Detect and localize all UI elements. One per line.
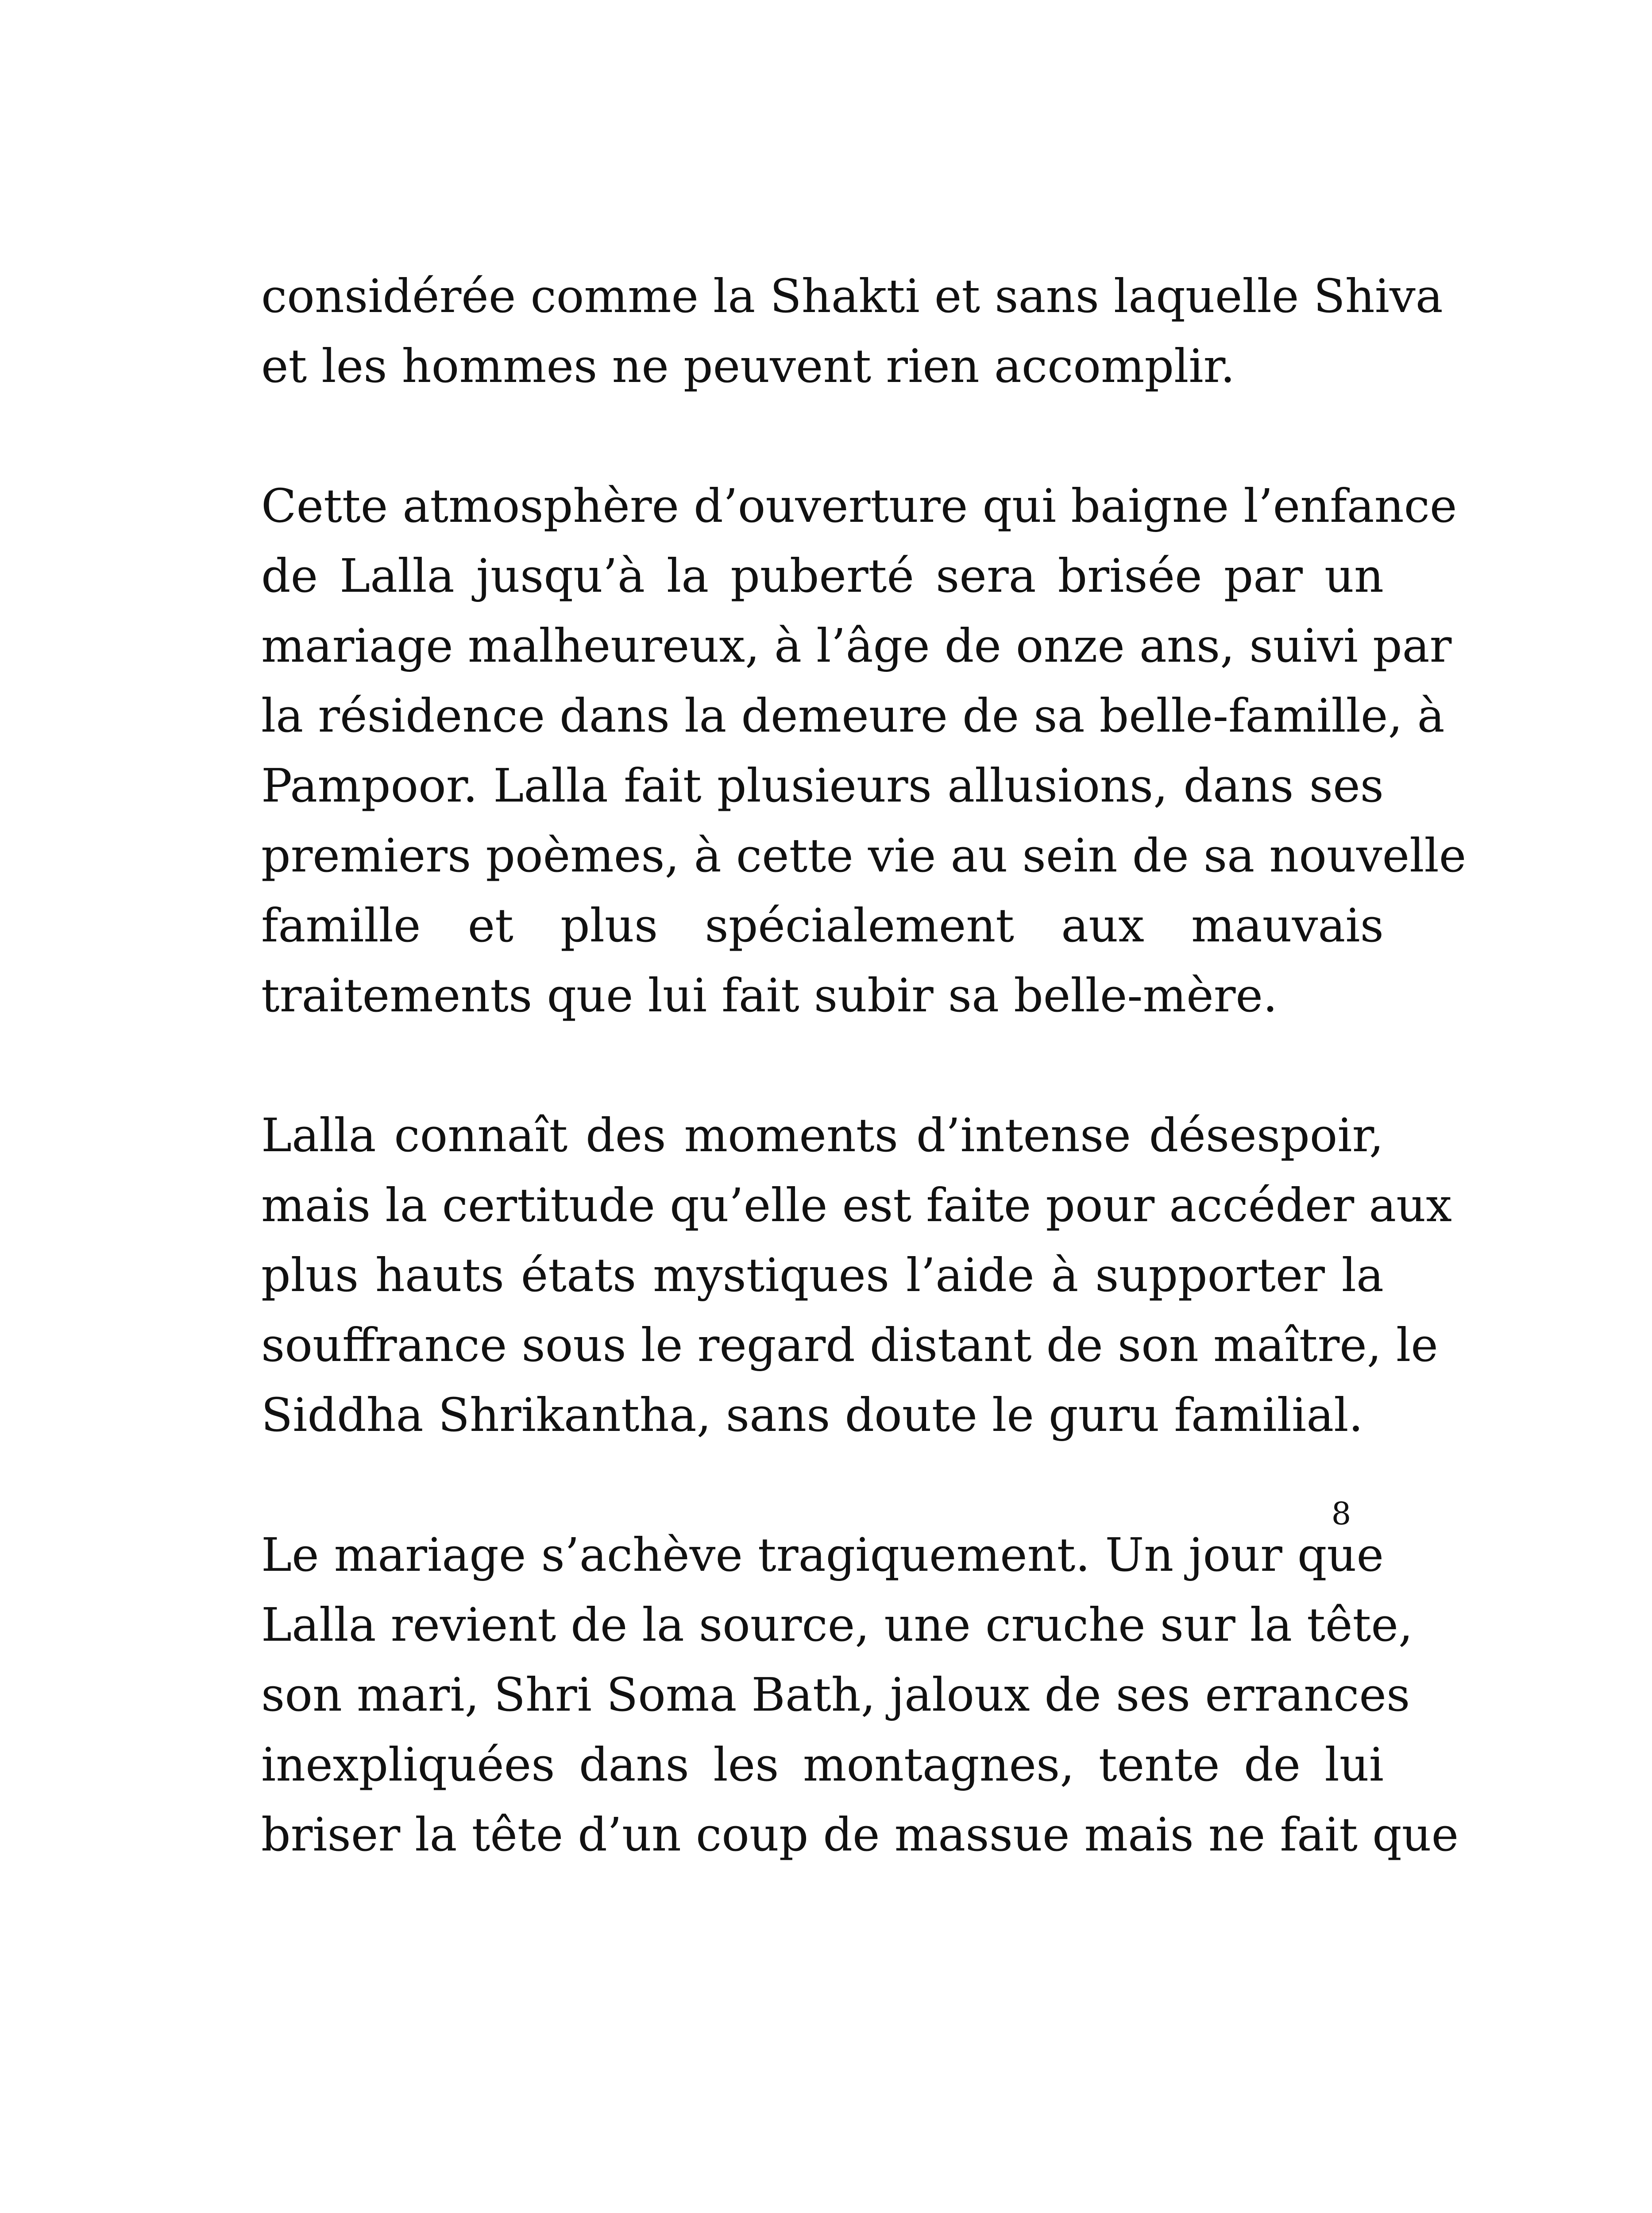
text-line: et les hommes ne peuvent rien accomplir. [261, 339, 1235, 393]
text-line: traitements que lui fait subir sa belle-mère. [261, 968, 1278, 1022]
text-line: mariage malheureux, à l’âge de onze ans, suivi par [261, 619, 1452, 673]
text-line: considérée comme la Shakti et sans laquelle Shiva [261, 269, 1443, 323]
text-line: Cette atmosphère d’ouverture qui baigne l’enfance [261, 479, 1457, 533]
text-line: Lalla revient de la source, une cruche sur la tête, [261, 1598, 1413, 1652]
text-line: la résidence dans la demeure de sa belle-famille, à [261, 689, 1445, 743]
text-line: Pampoor. Lalla fait plusieurs allusions, dans ses [261, 759, 1384, 813]
page-number: 8 [1331, 1496, 1351, 1532]
text-line: Lalla connaît des moments d’intense désespoir, [261, 1108, 1384, 1162]
paragraph-2 [261, 471, 1467, 1030]
text-line: premiers poèmes, à cette vie au sein de sa nouvelle [261, 829, 1467, 883]
text-line: son mari, Shri Soma Bath, jaloux de ses errances [261, 1668, 1410, 1722]
text-line: souffrance sous le regard distant de son maître, le [261, 1318, 1438, 1372]
text-line: Le mariage s’achève tragiquement. Un jour que [261, 1528, 1384, 1582]
text-line: inexpliquées dans les montagnes, tente de lui [261, 1738, 1384, 1792]
text-line: mais la certitude qu’elle est faite pour accéder aux [261, 1178, 1452, 1232]
text-line: briser la tête d’un coup de massue mais ne fait que [261, 1808, 1459, 1862]
text-line: Siddha Shrikantha, sans doute le guru familial. [261, 1388, 1363, 1442]
paragraph-4 [261, 1520, 1459, 1870]
paragraph-3 [261, 1100, 1452, 1450]
text-line: famille et plus spécialement aux mauvais [261, 898, 1384, 952]
text-line: de Lalla jusqu’à la puberté sera brisée par un [261, 549, 1384, 603]
paragraph-1 [261, 261, 1443, 401]
text-line: plus hauts états mystiques l’aide à supporter la [261, 1248, 1384, 1302]
